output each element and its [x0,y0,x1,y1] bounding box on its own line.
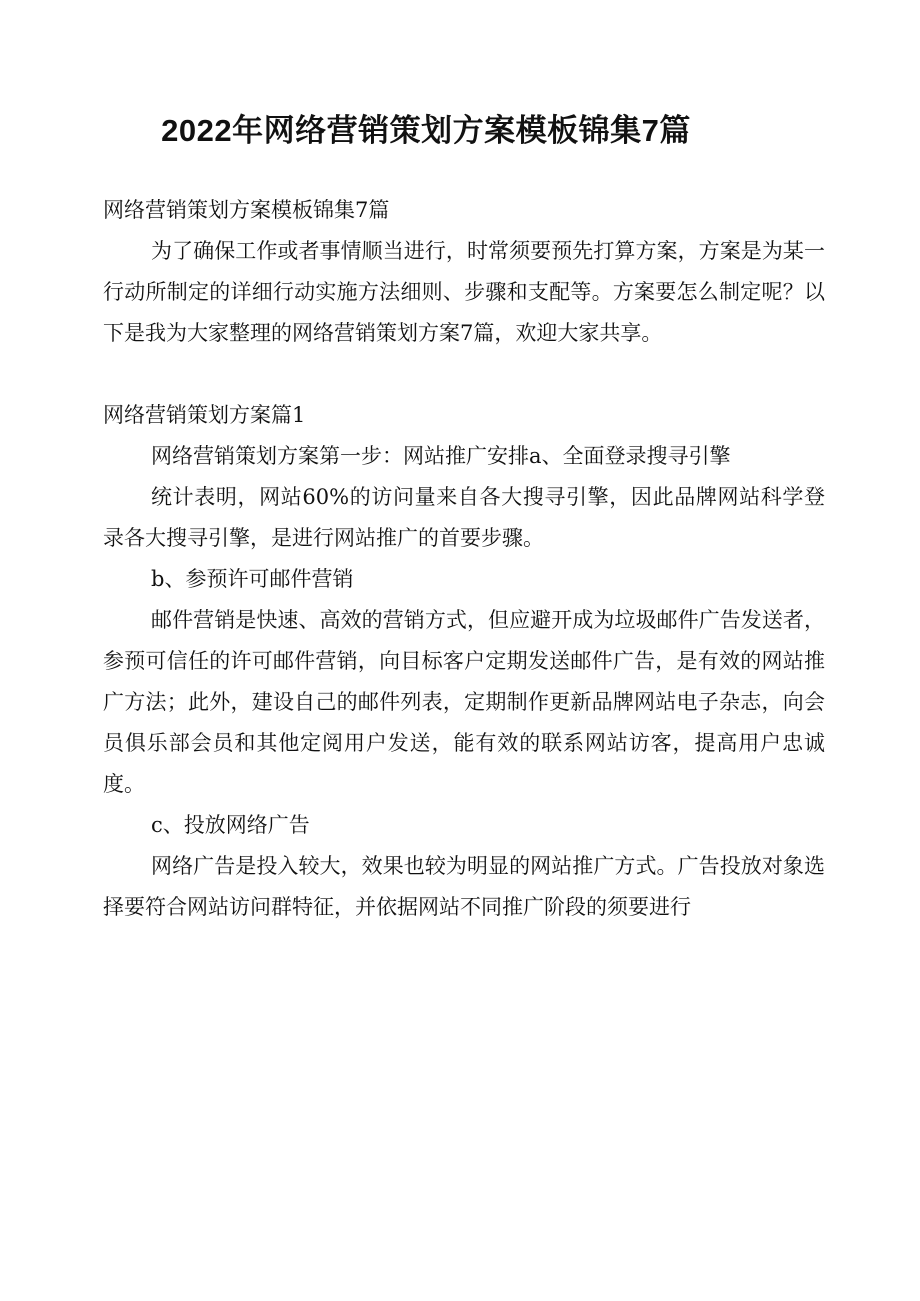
step-one-line: 网络营销策划方案第一步：网站推广安排a、全面登录搜寻引擎 [151,444,731,468]
item-c-heading: c、投放网络广告 [151,813,310,837]
document-subtitle: 网络营销策划方案模板锦集7篇 [103,198,390,222]
online-ads-paragraph: 网络广告是投入较大，效果也较为明显的网站推广方式。广告投放对象选择要符合网站访问群特征，并依据网站不同推广阶段的须要进行 [103,854,825,919]
stats-paragraph: 统计表明，网站60%的访问量来自各大搜寻引擎，因此品牌网站科学登录各大搜寻引擎，是进行网站推广的首要步骤。 [103,485,825,550]
paragraph-gap [103,354,825,395]
document-body [103,190,825,928]
intro-paragraph: 为了确保工作或者事情顺当进行，时常须要预先打算方案，方案是为某一行动所制定的详细行动实施方法细则、步骤和支配等。方案要怎么制定呢？以下是我为大家整理的网络营销策划方案7篇，欢迎大家共享。 [103,239,825,345]
item-b-heading: b、参预许可邮件营销 [151,567,354,591]
email-marketing-paragraph: 邮件营销是快速、高效的营销方式，但应避开成为垃圾邮件广告发送者，参预可信任的许可邮件营销，向目标客户定期发送邮件广告，是有效的网站推广方法；此外，建设自己的邮件列表，定期制作更新品牌网站电子杂志，向会员俱乐部会员和其他定阅用户发送，能有效的联系网站访客，提高用户忠诚度。 [103,608,825,796]
section-heading: 网络营销策划方案篇1 [103,403,306,427]
document-title: 2022年网络营销策划方案模板锦集7篇 [161,112,691,148]
